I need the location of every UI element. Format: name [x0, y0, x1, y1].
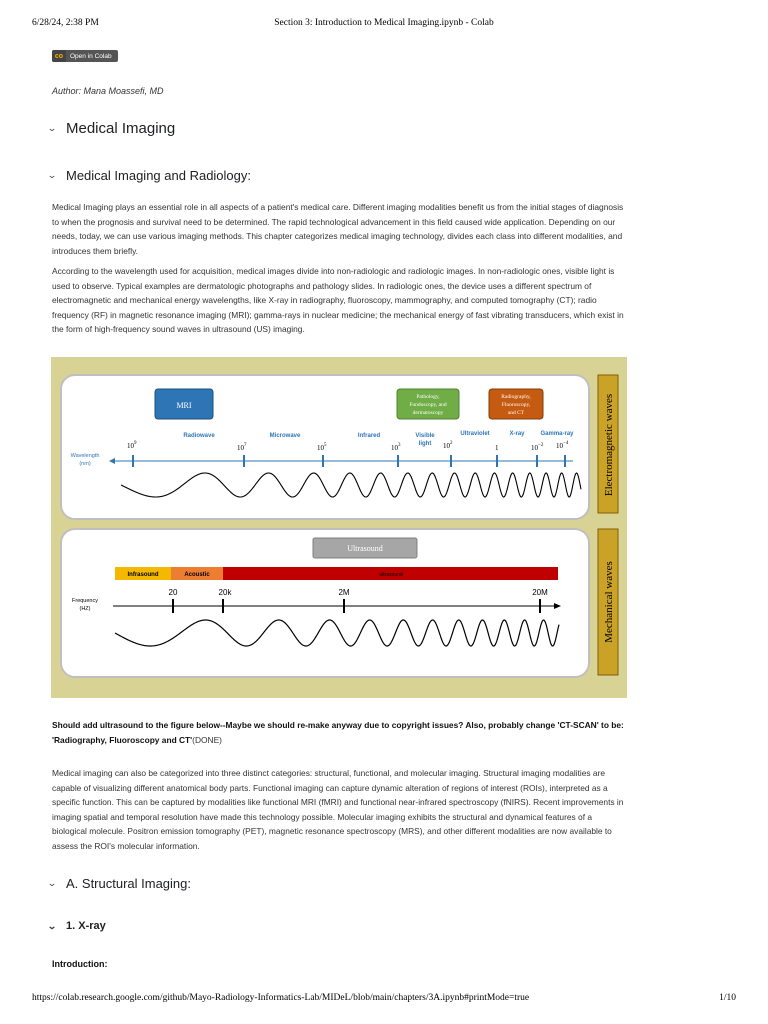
box-radiography-line2: Fluoroscopy, — [501, 402, 531, 408]
editor-note-status: (DONE) — [192, 734, 222, 745]
paragraph-categories: Medical imaging can also be categorized into three distinct categories: structural, functional, and molecular imaging. Structural imaging modalities are capable of visualizing different anatomical body parts. Functional imaging can capture dynamic alteration of regions of interest (ROIs), interpreted as a specific function. This can be captured by modalities like functional MRI (fMRI) and functional near-infrared spectroscopy (fNIRS). Recent improvements in imaging spatial and temporal resolution have made this technology possible. Molecular imaging exhibits the structural and dynamical features of a biological molecule. Positron emission tomography (PET), magnetic resonance spectroscopy (MRS), and other different modalities are now available to assess the ROI's molecular information. — [52, 768, 624, 851]
paragraph-intro: Medical Imaging plays an essential role in all aspects of a patient's medical care. Different imaging modalities benefit us from the initial stages of diagnosis to when the prognosis and survival need to be determined. The rapid technological advancement in this field caused wide application. Depending on our needs, today, we can use various imaging methods. This chapter categorizes medical imaging technology, divides each class into different modalities, and introduces them briefly. — [52, 202, 624, 256]
section-title: Medical Imaging — [66, 120, 176, 137]
open-in-colab-badge[interactable] — [52, 50, 118, 62]
em-axis-label-2: (nm) — [79, 461, 91, 467]
tick-label-1e3: $10^3$ — [391, 443, 401, 452]
editor-note-bold: Should add ultrasound to the figure below--Maybe we should re-make anyway due to copyright issues? Also, probably change 'CT-SCAN' to be: 'Radiography, Fluoroscopy and CT' — [52, 720, 624, 745]
band-visible-2: light — [418, 441, 432, 447]
introduction-heading: Introduction: — [52, 959, 108, 969]
spectrum-diagram — [51, 357, 627, 698]
freq-tick-20M: 20M — [532, 588, 548, 597]
freq-tick-2M: 2M — [338, 588, 350, 597]
mech-side-label: Mechanical waves — [603, 561, 615, 643]
box-radiography-line1: Radiography, — [501, 394, 531, 400]
bar-ultrasound-label: ultrasound — [379, 572, 403, 578]
print-title: Section 3: Introduction to Medical Imaging.ipynb - Colab — [274, 18, 494, 28]
mech-axis-label-2: (HZ) — [79, 606, 91, 612]
spectrum-figure — [51, 357, 627, 698]
box-ultrasound-label: Ultrasound — [347, 544, 383, 553]
section-title: A. Structural Imaging: — [66, 876, 191, 891]
section-title: Medical Imaging and Radiology: — [66, 168, 251, 183]
bar-acoustic-label: Acoustic — [184, 572, 210, 578]
tick-label-1: 1 — [495, 444, 499, 452]
band-xray: X-ray — [509, 431, 525, 437]
freq-tick-20k: 20k — [218, 588, 232, 597]
band-visible-1: Visible — [415, 433, 435, 439]
print-url: https://colab.research.google.com/github/Mayo-Radiology-Informatics-Lab/MIDeL/blob/main/chapters/3A.ipynb#printMode=true — [32, 993, 530, 1003]
colab-logo-icon: co — [52, 50, 66, 62]
print-datetime: 6/28/24, 2:38 PM — [32, 18, 99, 28]
badge-label: Open in Colab — [70, 52, 112, 60]
box-radiography-line3: and CT — [507, 410, 525, 416]
print-page-number: 1/10 — [719, 993, 736, 1003]
bar-infrasound-label: Infrasound — [127, 572, 159, 578]
chevron-down-icon[interactable]: ⌄ — [47, 920, 57, 931]
em-axis-label-1: Wavelength — [70, 453, 100, 459]
band-infrared: Infrared — [357, 433, 381, 439]
box-pathology-line1: Pathology, — [416, 394, 440, 400]
editor-note — [52, 718, 627, 747]
freq-tick-20: 20 — [168, 588, 178, 597]
author-line: Author: Mana Moassefi, MD — [52, 86, 164, 96]
box-pathology-line3: dermatoscopy — [412, 410, 444, 416]
box-mri-label: MRI — [176, 401, 192, 410]
chevron-down-icon[interactable]: ⌄ — [47, 123, 57, 133]
tick-label-1e9: $10^9$ — [127, 441, 137, 450]
paragraph-wavelength: According to the wavelength used for acquisition, medical images divide into non-radiologic and radiologic images. In non-radiologic ones, visible light is used to observe. Typical examples are dermatologic photographs and pathology slides. In radiologic ones, the device uses a different spectrum of electromagnetic and mechanical energy wavelengths, like X-ray in radiography, fluoroscopy, mammography, and computed tomography (CT); radio frequency (RF) in magnetic resonance imaging (MRI); gamma-rays in nuclear medicine; the mechanical energy of fast vibrating transducers, which exist in the form of high-frequency sound waves in ultrasound (US) imaging. — [52, 266, 624, 335]
em-side-label: Electromagnetic waves — [603, 393, 615, 497]
box-pathology-line2: Fundoscopy, and — [409, 402, 447, 408]
section-medical-imaging-radiology[interactable] — [46, 168, 251, 183]
tick-label-1e-2: $10^{-2}$ — [531, 443, 544, 452]
chevron-down-icon[interactable]: ⌄ — [47, 170, 57, 180]
section-title: 1. X-ray — [66, 920, 106, 932]
band-microwave: Microwave — [269, 433, 301, 439]
band-radiowave: Radiowave — [183, 433, 215, 439]
band-ultraviolet: Ultraviolet — [460, 431, 490, 437]
section-medical-imaging[interactable] — [46, 120, 175, 137]
mech-axis-label-1: Frequency — [72, 598, 98, 604]
tick-label-1e5: $10^5$ — [317, 443, 327, 452]
tick-label-1e2: $10^2$ — [443, 441, 453, 450]
tick-label-1e-4: $10^{-4}$ — [556, 441, 569, 450]
chevron-down-icon[interactable]: ⌄ — [47, 878, 57, 888]
band-gamma: Gamma-ray — [540, 431, 574, 437]
section-xray[interactable] — [46, 920, 106, 932]
section-structural-imaging[interactable] — [46, 876, 191, 891]
tick-label-1e7: $10^7$ — [237, 443, 247, 452]
